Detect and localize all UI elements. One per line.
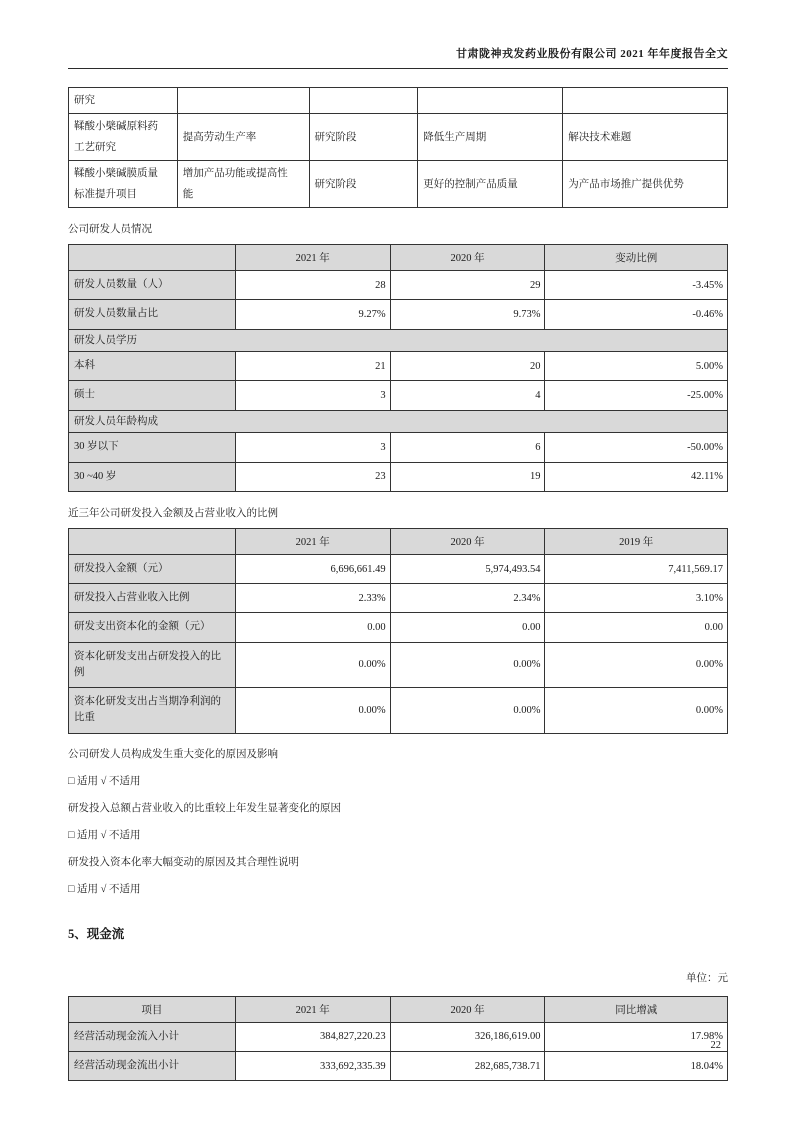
table-cell: [309, 88, 418, 114]
note-answer: □ 适用 √ 不适用: [68, 775, 141, 787]
value-cell: 5.00%: [545, 352, 728, 381]
table-cell: [563, 88, 728, 114]
row-label: 资本化研发支出占当期净利润的比重: [69, 688, 236, 734]
table-cell: 鞣酸小檗碱原料药工艺研究: [69, 114, 178, 161]
table-row: [69, 88, 728, 114]
table-row: [69, 1052, 728, 1081]
column-header: 2021 年: [235, 245, 390, 271]
value-cell: 21: [235, 352, 390, 381]
value-cell: 0.00: [545, 613, 728, 642]
value-cell: 3.10%: [545, 584, 728, 613]
row-label: 资本化研发支出占研发投入的比例: [69, 642, 236, 688]
column-header: [69, 245, 236, 271]
value-cell: 2.34%: [390, 584, 545, 613]
value-cell: 326,186,619.00: [390, 1022, 545, 1051]
value-cell: 3: [235, 381, 390, 410]
note-question: 研发投入总额占营业收入的比重较上年发生显著变化的原因: [68, 802, 341, 814]
row-label: 研发人员数量（人）: [69, 271, 236, 300]
table-cell: 增加产品功能或提高性能: [177, 161, 309, 208]
cashflow-table: [68, 996, 728, 1082]
table-cell: 提高劳动生产率: [177, 114, 309, 161]
value-cell: -25.00%: [545, 381, 728, 410]
column-header: 2021 年: [235, 996, 390, 1022]
table-row: [69, 642, 728, 688]
section-heading-cashflow: 5、现金流: [68, 926, 125, 941]
table-row: [69, 613, 728, 642]
table-row: [69, 410, 728, 433]
value-cell: 18.04%: [545, 1052, 728, 1081]
value-cell: 0.00%: [545, 642, 728, 688]
rd-personnel-table: [68, 244, 728, 492]
row-label: 30 ~40 岁: [69, 462, 236, 491]
value-cell: 2.33%: [235, 584, 390, 613]
value-cell: 0.00%: [235, 642, 390, 688]
table-cell: 解决技术难题: [563, 114, 728, 161]
value-cell: 0.00%: [235, 688, 390, 734]
column-header: 2020 年: [390, 528, 545, 554]
column-header: [69, 528, 236, 554]
rd-projects-table: [68, 87, 728, 208]
value-cell: 29: [390, 271, 545, 300]
document-header-title: 甘肃陇神戎发药业股份有限公司 2021 年年度报告全文: [68, 45, 728, 69]
value-cell: 0.00: [390, 613, 545, 642]
value-cell: 20: [390, 352, 545, 381]
table-row: [69, 271, 728, 300]
table-row: [69, 329, 728, 352]
section-row-label: 研发人员学历: [69, 329, 728, 352]
note-question: 公司研发人员构成发生重大变化的原因及影响: [68, 748, 278, 760]
column-header: 2020 年: [390, 996, 545, 1022]
table-cell: 为产品市场推广提供优势: [563, 161, 728, 208]
value-cell: 4: [390, 381, 545, 410]
table-row: [69, 352, 728, 381]
row-label: 经营活动现金流入小计: [69, 1022, 236, 1051]
value-cell: -0.46%: [545, 300, 728, 329]
value-cell: 282,685,738.71: [390, 1052, 545, 1081]
row-label: 本科: [69, 352, 236, 381]
table-cell: 研究阶段: [309, 161, 418, 208]
row-label: 经营活动现金流出小计: [69, 1052, 236, 1081]
row-label: 研发人员数量占比: [69, 300, 236, 329]
value-cell: 9.73%: [390, 300, 545, 329]
rd-investment-table: [68, 528, 728, 734]
table-row: [69, 161, 728, 208]
column-header: 2021 年: [235, 528, 390, 554]
table-row: [69, 381, 728, 410]
table-cell: 研究: [69, 88, 178, 114]
note-question: 研发投入资本化率大幅变动的原因及其合理性说明: [68, 856, 299, 868]
header-row: [69, 245, 728, 271]
row-label: 30 岁以下: [69, 433, 236, 462]
column-header: 项目: [69, 996, 236, 1022]
table-row: [69, 114, 728, 161]
row-label: 研发投入金额（元）: [69, 554, 236, 583]
value-cell: 0.00%: [545, 688, 728, 734]
value-cell: 17.98%: [545, 1022, 728, 1051]
row-label: 研发投入占营业收入比例: [69, 584, 236, 613]
note-answer: □ 适用 √ 不适用: [68, 829, 141, 841]
table-row: [69, 688, 728, 734]
table-cell: [418, 88, 563, 114]
value-cell: 42.11%: [545, 462, 728, 491]
spacer: [68, 69, 728, 87]
value-cell: 23: [235, 462, 390, 491]
table-row: [69, 433, 728, 462]
section-row-label: 研发人员年龄构成: [69, 410, 728, 433]
unit-label: 单位：元: [686, 972, 728, 984]
header-row: [69, 528, 728, 554]
table-cell: 鞣酸小檗碱膜质量标准提升项目: [69, 161, 178, 208]
column-header: 同比增减: [545, 996, 728, 1022]
column-header: 2020 年: [390, 245, 545, 271]
page-number: 22: [710, 1040, 721, 1051]
value-cell: 0.00%: [390, 688, 545, 734]
value-cell: -3.45%: [545, 271, 728, 300]
row-label: 研发支出资本化的金额（元）: [69, 613, 236, 642]
header-row: [69, 996, 728, 1022]
value-cell: 19: [390, 462, 545, 491]
table-cell: 降低生产周期: [418, 114, 563, 161]
value-cell: 3: [235, 433, 390, 462]
notes-block: [68, 746, 728, 896]
value-cell: 0.00%: [390, 642, 545, 688]
value-cell: 333,692,335.39: [235, 1052, 390, 1081]
value-cell: 9.27%: [235, 300, 390, 329]
value-cell: 6,696,661.49: [235, 554, 390, 583]
column-header: 变动比例: [545, 245, 728, 271]
value-cell: -50.00%: [545, 433, 728, 462]
value-cell: 28: [235, 271, 390, 300]
row-label: 硕士: [69, 381, 236, 410]
value-cell: 7,411,569.17: [545, 554, 728, 583]
table-row: [69, 300, 728, 329]
note-answer: □ 适用 √ 不适用: [68, 883, 141, 895]
column-header: 2019 年: [545, 528, 728, 554]
table-row: [69, 462, 728, 491]
value-cell: 384,827,220.23: [235, 1022, 390, 1051]
value-cell: 0.00: [235, 613, 390, 642]
table-row: [69, 1022, 728, 1051]
table-row: [69, 584, 728, 613]
rd-investment-caption: 近三年公司研发投入金额及占营业收入的比例: [68, 507, 278, 519]
table-cell: 更好的控制产品质量: [418, 161, 563, 208]
table-cell: [177, 88, 309, 114]
value-cell: 6: [390, 433, 545, 462]
table-cell: 研究阶段: [309, 114, 418, 161]
rd-personnel-caption: 公司研发人员情况: [68, 224, 152, 235]
value-cell: 5,974,493.54: [390, 554, 545, 583]
table-row: [69, 554, 728, 583]
